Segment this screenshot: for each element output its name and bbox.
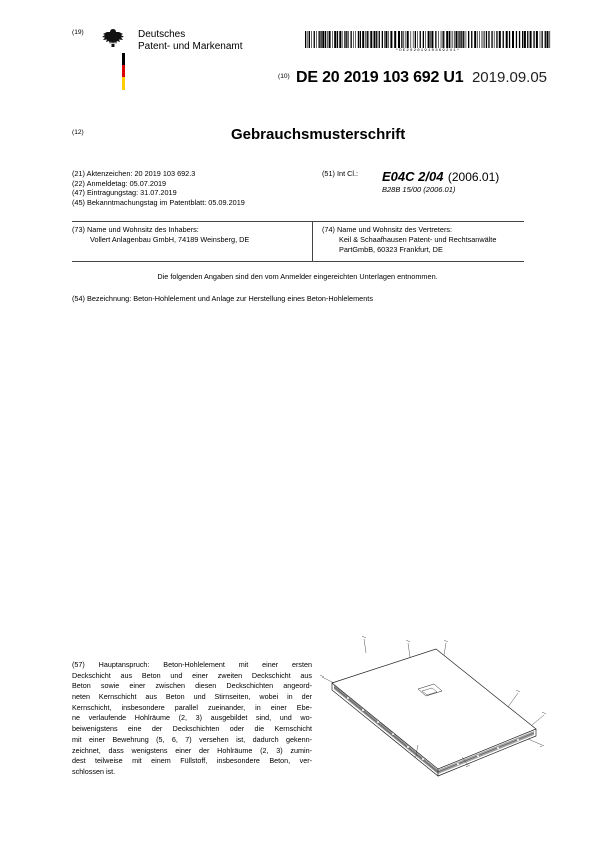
office-name-line2: Patent- und Markenamt bbox=[138, 41, 243, 52]
barcode-bar bbox=[316, 31, 317, 48]
claim-line: mit einer Bewehrung (5, 6, 7) versehen ist, dadurch gekenn- bbox=[72, 734, 312, 744]
barcode-bar bbox=[382, 31, 383, 48]
barcode-bar bbox=[423, 31, 424, 48]
barcode-bar bbox=[320, 31, 321, 48]
barcode-bar bbox=[425, 31, 426, 48]
bib-publication-date: (45) Bekanntmachungstag im Patentblatt: 05.09.2019 bbox=[72, 197, 245, 207]
barcode-bar bbox=[334, 31, 336, 48]
barcode-bar bbox=[337, 31, 338, 48]
ipc-main-class: E04C 2/04 bbox=[382, 169, 444, 184]
code-12: (12) bbox=[72, 129, 84, 136]
representative-label: (74) Name und Wohnsitz des Vertreters: bbox=[322, 225, 453, 234]
barcode-bar bbox=[388, 31, 389, 48]
barcode-bar bbox=[348, 31, 349, 48]
bib-registration-date: (47) Eintragungstag: 31.07.2019 bbox=[72, 188, 177, 198]
barcode-bar bbox=[496, 31, 497, 48]
claim-line: neten Kernschicht aus Beton und Stirnseiten, wobei in der bbox=[72, 692, 312, 702]
barcode-bar bbox=[458, 31, 459, 48]
barcode-bar bbox=[443, 31, 444, 48]
barcode-bar bbox=[370, 31, 372, 48]
barcode-bar bbox=[351, 31, 352, 48]
barcode-bar bbox=[384, 31, 385, 48]
barcode-bar bbox=[519, 31, 520, 48]
barcode-bar bbox=[468, 31, 469, 48]
barcode-bar bbox=[405, 31, 406, 48]
barcode-bar bbox=[431, 31, 433, 48]
owner-value: Vollert Anlagenbau GmbH, 74189 Weinsberg, DE bbox=[90, 235, 250, 244]
barcode-bar bbox=[339, 31, 341, 48]
barcode-bar bbox=[308, 31, 309, 48]
barcode-bar bbox=[311, 31, 312, 48]
barcode-bar bbox=[454, 31, 455, 48]
barcode-bar bbox=[362, 31, 364, 48]
claim-line: ne verlaufende Hohlräume (2, 3) ausgebildet sind, und wo- bbox=[72, 713, 312, 723]
barcode-bar bbox=[329, 31, 331, 48]
ipc-label: (51) Int Cl.: bbox=[322, 169, 359, 178]
claim-line: Deckschicht aus Beton und einer zweiten Deckschicht aus bbox=[72, 670, 312, 680]
ipc-main-version: (2006.01) bbox=[447, 170, 500, 184]
barcode-bar bbox=[417, 31, 418, 48]
barcode-bar bbox=[547, 31, 549, 48]
barcode-bar bbox=[516, 31, 517, 48]
barcode-bar bbox=[332, 31, 333, 48]
barcode-bar bbox=[376, 31, 377, 48]
representative-value-line1: Keil & Schaafhausen Patent- und Rechtsanwälte bbox=[339, 235, 497, 244]
barcode-bar bbox=[415, 31, 416, 48]
barcode-bar bbox=[398, 31, 400, 48]
ipc-secondary: B28B 15/00 (2006.01) bbox=[382, 185, 456, 194]
owner-label: (73) Name und Wohnsitz des Inhabers: bbox=[72, 225, 199, 234]
publication-number: DE 20 2019 103 692 U1 bbox=[296, 69, 464, 86]
barcode-bar bbox=[428, 31, 430, 48]
barcode-bar bbox=[482, 31, 483, 48]
barcode-bar bbox=[394, 31, 396, 48]
barcode-bar bbox=[420, 31, 421, 48]
publication-date: 2019.09.05 bbox=[471, 69, 548, 86]
bib-filing-date: (22) Anmeldetag: 05.07.2019 bbox=[72, 178, 167, 188]
barcode-bar bbox=[358, 31, 359, 48]
barcode-bar bbox=[479, 31, 480, 48]
barcode-bar bbox=[365, 31, 366, 48]
barcode-bar bbox=[411, 31, 412, 48]
barcode-bar bbox=[536, 31, 538, 48]
barcode-bar bbox=[494, 31, 495, 48]
barcode-bar bbox=[542, 31, 543, 48]
barcode-bar bbox=[407, 31, 409, 48]
barcode-bar bbox=[453, 31, 454, 48]
code-19: (19) bbox=[72, 29, 84, 36]
barcode-bar bbox=[379, 31, 380, 48]
claim-line: (57) Hauptanspruch: Beton-Hohlelement mit einer ersten bbox=[72, 660, 312, 669]
barcode-bar bbox=[401, 31, 402, 48]
barcode-bar bbox=[322, 31, 324, 48]
barcode-bar bbox=[540, 31, 541, 48]
eagle-icon bbox=[101, 27, 125, 93]
claim-line: schlossen ist. bbox=[72, 766, 116, 776]
barcode-bar bbox=[506, 31, 508, 48]
document-kind-title: Gebrauchsmusterschrift bbox=[231, 126, 406, 143]
barcode-bar bbox=[477, 31, 478, 48]
publication-line bbox=[296, 69, 547, 87]
barcode-bar bbox=[449, 31, 450, 48]
barcode-bar bbox=[451, 31, 452, 48]
barcode-bar bbox=[438, 31, 439, 48]
divider-top bbox=[72, 221, 524, 222]
barcode-bar bbox=[355, 31, 356, 48]
barcode-bar bbox=[461, 31, 462, 48]
barcode-bar bbox=[413, 31, 414, 48]
barcode-bar bbox=[325, 31, 326, 48]
barcode-bar bbox=[456, 31, 458, 48]
claim-line: zeichnet, dass wenigstens einer der Hohlräume (2, 3) zumin- bbox=[72, 745, 312, 755]
hollow-slab-drawing bbox=[318, 633, 546, 781]
barcode-bar bbox=[530, 31, 532, 48]
barcode-bar bbox=[342, 31, 343, 48]
barcode-bar bbox=[319, 31, 320, 48]
barcode-text: *DE202019103692U1* bbox=[395, 49, 461, 53]
barcode-bar bbox=[474, 31, 476, 48]
barcode-bar bbox=[484, 31, 485, 48]
barcode-bar bbox=[522, 31, 523, 48]
barcode-bar bbox=[527, 31, 528, 48]
dpma-logo bbox=[101, 27, 125, 93]
designation: (54) Bezeichnung: Beton-Hohlelement und Anlage zur Herstellung eines Beton-Hohlelements bbox=[72, 294, 373, 303]
divider-bottom bbox=[72, 261, 524, 262]
barcode-bar bbox=[385, 31, 387, 48]
barcode-bar bbox=[509, 31, 510, 48]
barcode bbox=[305, 31, 551, 48]
barcode-bar bbox=[430, 31, 431, 48]
barcode-bar bbox=[369, 31, 370, 48]
ipc-main bbox=[382, 168, 499, 186]
barcode-bar bbox=[491, 31, 492, 48]
barcode-bar bbox=[390, 31, 392, 48]
patent-drawing bbox=[318, 633, 546, 781]
claim-line: Kernschicht, insbesondere parallel zueinander, in einer Ebe- bbox=[72, 702, 312, 712]
barcode-bar bbox=[488, 31, 489, 48]
barcode-bar bbox=[327, 31, 328, 48]
representative-value-line2: PartGmbB, 60323 Frankfurt, DE bbox=[339, 245, 443, 254]
barcode-bar bbox=[344, 31, 345, 48]
barcode-bar bbox=[353, 31, 354, 48]
barcode-bar bbox=[512, 31, 514, 48]
barcode-bar bbox=[309, 31, 310, 48]
barcode-bar bbox=[463, 31, 464, 48]
main-claim bbox=[72, 660, 312, 778]
barcode-bar bbox=[305, 31, 306, 48]
barcode-bar bbox=[466, 31, 467, 48]
barcode-bar bbox=[549, 31, 550, 48]
claim-line: dest teilweise mit einem Füllstoff, insbesondere Beton, ver- bbox=[72, 756, 312, 766]
barcode-bar bbox=[435, 31, 436, 48]
code-10: (10) bbox=[278, 73, 290, 80]
barcode-bar bbox=[524, 31, 526, 48]
barcode-bar bbox=[483, 31, 484, 48]
barcode-bar bbox=[533, 31, 534, 48]
barcode-bar bbox=[459, 31, 460, 48]
barcode-bar bbox=[486, 31, 487, 48]
claim-line: beiwenigstens eine der Deckschichten oder die Kernschicht bbox=[72, 724, 312, 734]
barcode-bar bbox=[471, 31, 472, 48]
divider-vertical bbox=[312, 221, 313, 261]
notice-text: Die folgenden Angaben sind den vom Anmelder eingereichten Unterlagen entnommen. bbox=[157, 272, 438, 281]
barcode-bar bbox=[403, 31, 404, 48]
barcode-bar bbox=[360, 31, 361, 48]
barcode-bar bbox=[441, 31, 442, 48]
bib-left bbox=[72, 169, 245, 207]
claim-line: Beton sowie einer zwischen diesen Deckschichten angeord- bbox=[72, 681, 312, 691]
barcode-bar bbox=[367, 31, 368, 48]
barcode-bar bbox=[314, 31, 315, 48]
barcode-bar bbox=[499, 31, 501, 48]
barcode-bar bbox=[545, 31, 546, 48]
barcode-bar bbox=[442, 31, 443, 48]
barcode-bar bbox=[346, 31, 347, 48]
bib-application-number: (21) Aktenzeichen: 20 2019 103 692.3 bbox=[72, 169, 196, 178]
barcode-bar bbox=[446, 31, 448, 48]
barcode-bar bbox=[374, 31, 376, 48]
office-name-line1: Deutsches bbox=[138, 29, 186, 40]
barcode-bar bbox=[503, 31, 504, 48]
